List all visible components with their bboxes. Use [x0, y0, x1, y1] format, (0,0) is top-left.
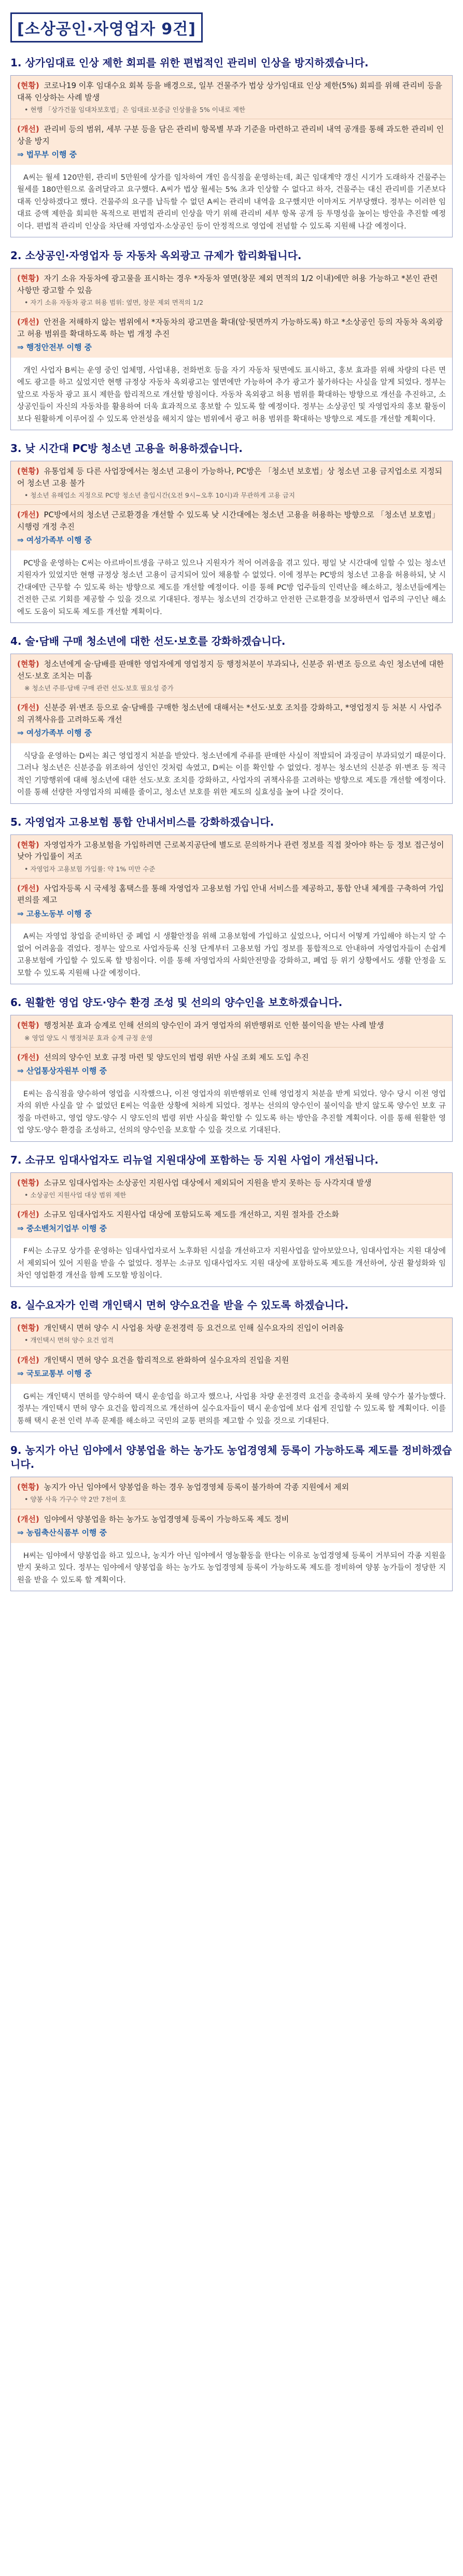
current-status-block	[11, 1477, 452, 1509]
section-title: 2. 소상공인·자영업자 등 자동차 옥외광고 규제가 합리화됩니다.	[10, 249, 302, 262]
section-box	[10, 461, 453, 623]
example-text: A씨는 자영업 창업을 준비하던 중 폐업 시 생활안정을 위해 고용보험에 가입하고 싶었으나, 어디서 어떻게 가입해야 하는지 알 수 없어 어려움을 겪었다. 정부는 앞으로 사업자등록 신청 단계부터 고용보험 가입 정보를 통합적으로 안내하여 자영업자들이 손쉽게 고용보험에 가입할 수 있도록 할 방침이다. 이를 통해 자영업자의 사회안전망을 강화하고, 폐업 등 위기 상황에서도 생활 안정을 도모할 수 있도록 지원해 나갈 예정이다.	[17, 932, 446, 978]
improved-tag: (개선)	[17, 1210, 39, 1220]
current-status-block	[11, 76, 452, 119]
current-tag: (현황)	[17, 1482, 39, 1492]
note-item: • 양봉 사육 가구수 약 2만 7천여 호	[24, 1495, 126, 1504]
current-text: 농지가 아닌 임야에서 양봉업을 하는 경우 농업경영체 등록이 불가하여 각종 지원에서 제외	[44, 1482, 349, 1492]
example-block	[11, 924, 452, 984]
section	[10, 249, 453, 430]
improved-tag: (개선)	[17, 1355, 39, 1365]
improved-tag: (개선)	[17, 703, 39, 713]
current-status-block	[11, 1015, 452, 1047]
improved-text: 개인택시 면허 양수 요건을 합리적으로 완화하여 실수요자의 진입을 지원	[44, 1355, 289, 1365]
current-tag: (현황)	[17, 1178, 39, 1187]
section	[10, 442, 453, 623]
note-list	[17, 491, 446, 500]
note-list	[17, 684, 446, 693]
example-block	[11, 358, 452, 430]
improvement-block	[11, 878, 452, 924]
current-tag: (현황)	[17, 274, 39, 284]
current-status-block	[11, 268, 452, 312]
improved-tag: (개선)	[17, 1052, 39, 1062]
example-block	[11, 1384, 452, 1432]
note-item: • 청소년 유해업소 지정으로 PC방 청소년 출입시간(오전 9시~오후 10시)과 무관하게 고용 금지	[24, 491, 295, 500]
note-list	[17, 298, 446, 307]
current-text: 청소년에게 술·담배를 판매한 영업자에게 영업정지 등 행정처분이 부과되나, 신분증 위·변조 등으로 속인 청소년에 대한 선도·보호 조치는 미흡	[17, 659, 444, 681]
current-text: 유통업체 등 다른 사업장에서는 청소년 고용이 가능하나, PC방은 「청소년 보호법」상 청소년 고용 금지업소로 지정되어 청소년 고용 불가	[17, 466, 442, 488]
example-block	[11, 165, 452, 237]
improved-text: 선의의 양수인 보호 규정 마련 및 양도인의 법령 위반 사실 조회 제도 도입 추진	[44, 1052, 309, 1062]
improvement-block	[11, 1350, 452, 1384]
current-status-block	[11, 461, 452, 504]
current-text: 자기 소유 자동차에 광고물을 표시하는 경우 *자동차 옆면(창문 제외 면적의 1/2 이내)에만 허용 가능하고 *본인 관련 사항만 광고할 수 있음	[17, 274, 438, 295]
note-list	[17, 865, 446, 874]
example-block	[11, 743, 452, 803]
current-tag: (현황)	[17, 81, 39, 90]
improvement-block	[11, 119, 452, 165]
current-text: 개인택시 면허 양수 시 사업용 차량 운전경력 등 요건으로 인해 실수요자의 진입이 어려움	[44, 1323, 344, 1333]
example-block	[11, 1238, 452, 1286]
section-title: 7. 소규모 임대사업자도 리뉴얼 지원대상에 포함하는 등 지원 사업이 개선됩니다.	[10, 1153, 379, 1166]
improved-tag: (개선)	[17, 1514, 39, 1524]
improvement-block	[11, 1204, 452, 1238]
example-text: PC방을 운영하는 C씨는 아르바이트생을 구하고 있으나 지원자가 적어 어려움을 겪고 있다. 평일 낮 시간대에 일할 수 있는 청소년 지원자가 있었지만 현행 규정상 청소년 고용이 금지되어 있어 채용할 수 없었다. 이에 정부는 PC방의 청소년 고용을 허용하되, 낮 시간대에만 근무할 수 있도록 하는 방향으로 제도를 개선할 예정이다. 이를 통해 PC방 업주들의 인력난을 해소하고, 청소년들에게는 건전한 근로 기회를 제공할 수 있을 것으로 기대된다. 정부는 청소년의 건강하고 안전한 근로환경을 보장하면서 업주의 구인난 해소에도 도움이 되도록 제도를 개선할 계획이다.	[17, 559, 446, 616]
current-text: 소규모 임대사업자는 소상공인 지원사업 대상에서 제외되어 지원을 받지 못하는 등 사각지대 발생	[44, 1178, 372, 1187]
section	[10, 815, 453, 985]
note-item: ※ 청소년 주류·담배 구매 관련 선도·보호 필요성 증가	[24, 684, 174, 692]
section-box	[10, 1318, 453, 1432]
section	[10, 1298, 453, 1432]
current-text: 행정처분 효과 승계로 인해 선의의 양수인이 과거 영업자의 위반행위로 인한 불이익을 받는 사례 발생	[44, 1021, 384, 1030]
ministry-status: ⇒ 법무부 이행 중	[17, 150, 77, 160]
section-box	[10, 654, 453, 804]
document-title: [소상공인·자영업자 9건]	[10, 12, 203, 43]
ministry-status: ⇒ 여성가족부 이행 중	[17, 728, 92, 738]
note-list	[17, 1034, 446, 1043]
section-box	[10, 1172, 453, 1287]
ministry-status: ⇒ 국토교통부 이행 중	[17, 1369, 92, 1379]
current-text: 코로나19 이후 임대수요 회복 등을 배경으로, 일부 건물주가 법상 상가임대료 인상 제한(5%) 회피를 위해 관리비 등을 대폭 인상하는 사례 발생	[17, 81, 442, 102]
example-text: 개인 사업자 B씨는 운영 중인 업체명, 사업내용, 전화번호 등을 자기 자동차 뒷면에도 표시하고, 홍보 효과를 위해 차량의 다른 면에도 광고를 하고 싶었지만 현행 규정상 자동차 옥외광고는 옆면에만 가능하여 추가 광고가 불가하다는 사실을 알게 되었다. 정부는 앞으로 자동차 광고 표시 제한을 합리적으로 개선할 방침이다. 자동차 옥외광고 허용 범위를 확대하는 방향으로 개선을 추진하고, 소상공인들이 자신의 자동차를 활용하여 더욱 효과적으로 홍보할 수 있도록 할 예정이다. 정부는 소상공인 및 자영업자의 홍보 활동이 보다 원활하게 이루어질 수 있도록 안전성을 해치지 않는 범위에서 광고 허용 범위를 확대하는 방향으로 제도를 개선할 계획이다.	[17, 366, 446, 423]
section	[10, 634, 453, 804]
section-box	[10, 268, 453, 430]
section-title: 3. 낮 시간대 PC방 청소년 고용을 허용하겠습니다.	[10, 442, 243, 455]
improved-text: 임야에서 양봉업을 하는 농가도 농업경영체 등록이 가능하도록 제도 정비	[44, 1514, 289, 1524]
improved-text: 안전을 저해하지 않는 범위에서 *자동차의 광고면을 확대(앞·뒷면까지 가능하도록) 하고 *소상공인 등의 자동차 옥외광고 허용 범위를 확대하도록 하는 법 개정 추진	[17, 317, 443, 338]
example-block	[11, 550, 452, 622]
example-block	[11, 1543, 452, 1591]
section-list	[10, 56, 453, 1591]
section	[10, 996, 453, 1142]
section-box	[10, 75, 453, 237]
ministry-status: ⇒ 여성가족부 이행 중	[17, 535, 92, 545]
current-tag: (현황)	[17, 840, 39, 850]
example-block	[11, 1081, 452, 1141]
example-text: E씨는 음식점을 양수하여 영업을 시작했으나, 이전 영업자의 위반행위로 인해 영업정지 처분을 받게 되었다. 양수 당시 이전 영업자의 위반 사실을 알 수 없었던 E씨는 억울한 상황에 처하게 되었다. 정부는 선의의 양수인이 불이익을 받지 않도록 양수인 보호 규정을 마련하고, 영업 양도·양수 시 양도인의 법령 위반 사실을 확인할 수 있도록 하는 방안을 추진할 계획이다. 이를 통해 원활한 영업 양도·양수 환경을 조성하고, 선의의 양수인을 보호할 수 있을 것으로 기대된다.	[17, 1089, 446, 1135]
current-tag: (현황)	[17, 466, 39, 476]
example-text: F씨는 소규모 상가를 운영하는 임대사업자로서 노후화된 시설을 개선하고자 지원사업을 알아보았으나, 임대사업자는 지원 대상에서 제외되어 있어 지원을 받을 수 없었다. 정부는 소규모 임대사업자도 지원 대상에 포함하도록 제도를 개선하여, 상권 활성화와 임차인 영업환경 개선을 함께 도모할 방침이다.	[17, 1247, 446, 1280]
example-text: 식당을 운영하는 D씨는 최근 영업정지 처분을 받았다. 청소년에게 주류를 판매한 사실이 적발되어 과징금이 부과되었기 때문이다. 그러나 청소년은 신분증을 위조하여 성인인 것처럼 속였고, D씨는 이를 확인할 수 없었다. 정부는 청소년의 신분증 위·변조 등 적극적인 기망행위에 대해 청소년에 대한 선도·보호 조치를 강화하고, 사업자의 귀책사유를 고려하는 방향으로 제도를 개선할 예정이다. 이를 통해 선량한 자영업자의 피해를 줄이고, 청소년 보호를 위한 제도의 실효성을 높여 나갈 것이다.	[17, 752, 446, 797]
example-text: A씨는 월세 120만원, 관리비 5만원에 상가를 임차하여 개인 음식점을 운영하는데, 최근 임대계약 갱신 시기가 도래하자 건물주는 월세를 180만원으로 올려달라고 요구했다. A씨가 법상 월세는 5% 초과 인상할 수 없다고 하자, 건물주는 대신 관리비를 기존보다 대폭 인상하겠다고 했다. 건물주의 요구를 납득할 수 없던 A씨는 관리비 내역을 요구했지만 이마저도 거부당했다. 정부는 이러한 임대료 증액 제한을 회피한 목적으로 편법적 관리비 인상을 막기 위해 관리비 세부 항목 공개 등 투명성을 높이는 방안을 추진할 예정이다. 편법적 관리비 인상을 차단해 자영업자·소상공인 등이 안정적으로 영업에 전념할 수 있도록 지원해 나갈 예정이다.	[17, 173, 446, 231]
current-status-block	[11, 1318, 452, 1350]
note-list	[17, 1495, 446, 1504]
section	[10, 56, 453, 237]
note-item: • 개인택시 면허 양수 요건 엄격	[24, 1336, 114, 1344]
section-title: 8. 실수요자가 인력 개인택시 면허 양수요건을 받을 수 있도록 하겠습니다.	[10, 1298, 349, 1311]
example-text: H씨는 임야에서 양봉업을 하고 있으나, 농지가 아닌 임야에서 영농활동을 한다는 이유로 농업경영체 등록이 거부되어 각종 지원을 받지 못하고 있다. 정부는 임야에서 양봉업을 하는 농가도 농업경영체 등록이 가능하도록 제도를 정비하여 양봉 농가들이 정당한 지원을 받을 수 있도록 할 계획이다.	[17, 1551, 446, 1584]
note-item: • 자기 소유 자동차 광고 허용 범위: 옆면, 창문 제외 면적의 1/2	[24, 299, 204, 307]
note-list	[17, 1336, 446, 1345]
section-title: 6. 원활한 영업 양도·양수 환경 조성 및 선의의 양수인을 보호하겠습니다.	[10, 996, 343, 1009]
improvement-block	[11, 312, 452, 358]
note-item: • 소상공인 지원사업 대상 범위 제한	[24, 1191, 127, 1199]
improvement-block	[11, 1047, 452, 1081]
improved-text: 사업자등록 시 국세청 홈택스를 통해 자영업자 고용보험 가입 안내 서비스를 제공하고, 통합 안내 체계를 구축하여 가입 편의를 제고	[17, 883, 444, 905]
ministry-status: ⇒ 행정안전부 이행 중	[17, 343, 92, 352]
ministry-status: ⇒ 고용노동부 이행 중	[17, 909, 92, 918]
note-item: ※ 영업 양도 시 행정처분 효과 승계 규정 운영	[24, 1034, 153, 1042]
improvement-block	[11, 1509, 452, 1543]
section-box	[10, 1015, 453, 1142]
improved-tag: (개선)	[17, 510, 39, 520]
current-tag: (현황)	[17, 1323, 39, 1333]
note-list	[17, 1191, 446, 1200]
improved-text: 신분증 위·변조 등으로 술·담배를 구매한 청소년에 대해서는 *선도·보호 조치를 강화하고, *영업정지 등 처분 시 사업주의 귀책사유를 고려하도록 개선	[17, 703, 442, 724]
example-text: G씨는 개인택시 면허를 양수하여 택시 운송업을 하고자 했으나, 사업용 차량 운전경력 요건을 충족하지 못해 양수가 불가능했다. 정부는 개인택시 면허 양수 요건을 합리적으로 개선하여 실수요자들이 택시 운송업에 보다 쉽게 진입할 수 있도록 할 계획이다. 이를 통해 택시 운전 인력 부족 문제를 해소하고 국민의 교통 편의를 제고할 수 있을 것으로 기대된다.	[17, 1392, 446, 1425]
improved-tag: (개선)	[17, 124, 39, 134]
improved-text: 소규모 임대사업자도 지원사업 대상에 포함되도록 제도를 개선하고, 지원 절차를 간소화	[44, 1210, 339, 1220]
improvement-block	[11, 504, 452, 550]
section-title: 1. 상가임대료 인상 제한 회피를 위한 편법적인 관리비 인상을 방지하겠습니다.	[10, 56, 369, 69]
current-text: 자영업자가 고용보험을 가입하려면 근로복지공단에 별도로 문의하거나 관련 정보를 직접 찾아야 하는 등 정보 접근성이 낮아 가입률이 저조	[17, 840, 444, 861]
current-tag: (현황)	[17, 659, 39, 669]
note-list	[17, 105, 446, 115]
section-title: 4. 술·담배 구매 청소년에 대한 선도·보호를 강화하겠습니다.	[10, 635, 286, 648]
ministry-status: ⇒ 농림축산식품부 이행 중	[17, 1528, 107, 1538]
section	[10, 1153, 453, 1287]
section	[10, 1443, 453, 1591]
ministry-status: ⇒ 중소벤처기업부 이행 중	[17, 1223, 107, 1233]
section-box	[10, 1477, 453, 1591]
section-title: 9. 농지가 아닌 임야에서 양봉업을 하는 농가도 농업경영체 등록이 가능하도록 제도를 정비하겠습니다.	[10, 1443, 452, 1470]
section-box	[10, 834, 453, 985]
current-status-block	[11, 835, 452, 878]
improvement-block	[11, 697, 452, 743]
current-status-block	[11, 654, 452, 697]
note-item: • 자영업자 고용보험 가입률: 약 1% 미만 수준	[24, 865, 156, 873]
current-status-block	[11, 1173, 452, 1205]
note-item: • 현행 「상가건물 임대차보호법」은 임대료·보증금 인상률을 5% 이내로 제한	[24, 106, 246, 114]
section-title: 5. 자영업자 고용보험 통합 안내서비스를 강화하겠습니다.	[10, 815, 274, 828]
improved-text: 관리비 등의 범위, 세부 구분 등을 담은 관리비 항목별 부과 기준을 마련하고 관리비 내역 공개를 통해 과도한 관리비 인상을 방지	[17, 124, 444, 146]
improved-tag: (개선)	[17, 883, 39, 893]
improved-tag: (개선)	[17, 317, 39, 327]
ministry-status: ⇒ 산업통상자원부 이행 중	[17, 1066, 107, 1076]
current-tag: (현황)	[17, 1021, 39, 1030]
improved-text: PC방에서의 청소년 근로환경을 개선할 수 있도록 낮 시간대에는 청소년 고용을 허용하는 방향으로 「청소년 보호법」 시행령 개정 추진	[17, 510, 440, 531]
